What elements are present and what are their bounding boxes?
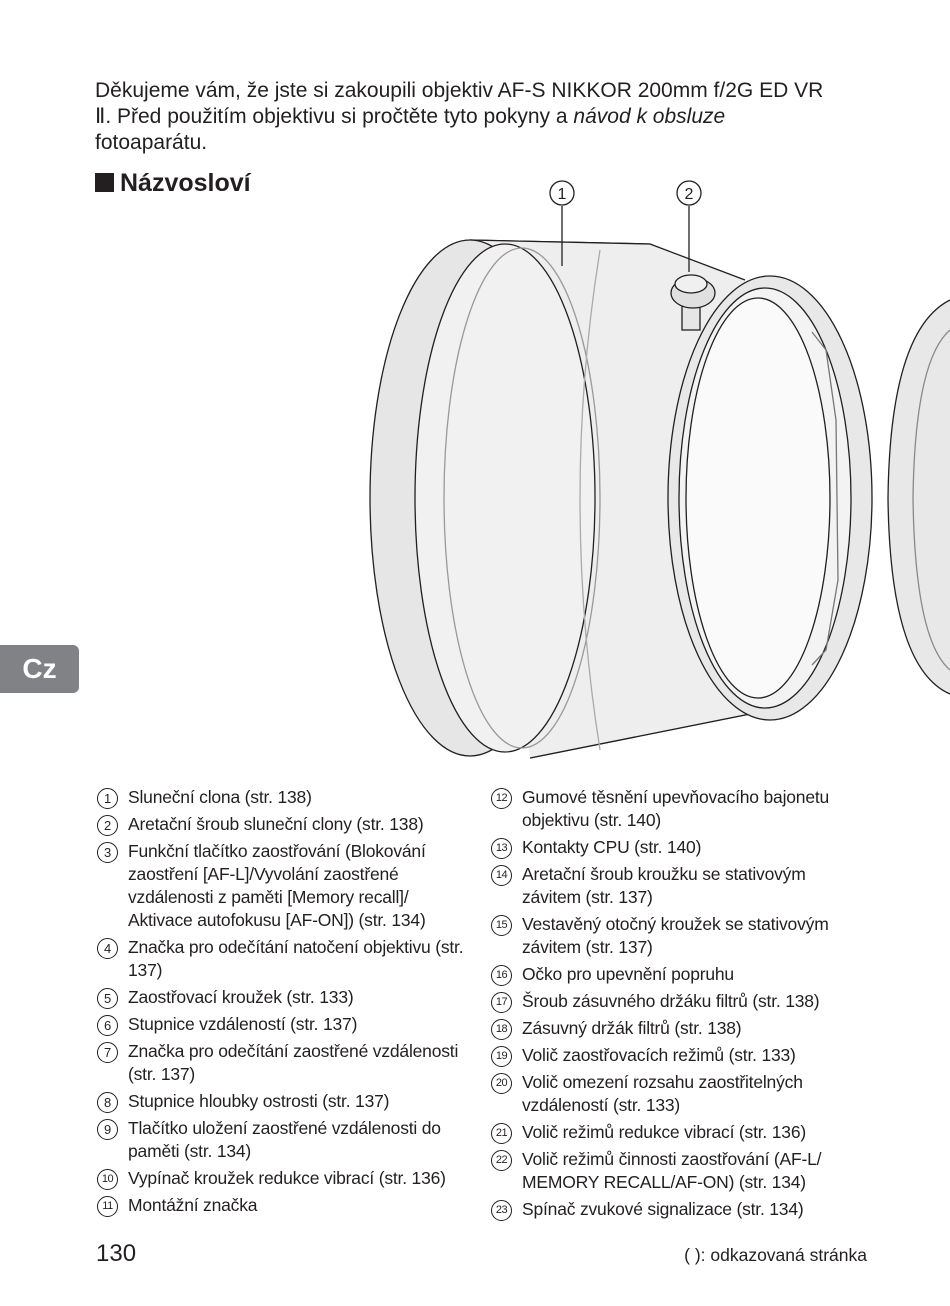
list-item (97, 1117, 467, 1163)
list-item (97, 786, 467, 809)
item-text: Aretační šroub sluneční clony (str. 138) (128, 814, 424, 834)
hood-rim-inner (415, 244, 595, 752)
list-item (491, 963, 851, 986)
item-text: Volič režimů činnosti zaostřování (AF-L/ MEMORY RECALL/AF-ON) (str. 134) (522, 1149, 822, 1192)
intro-tail: fotoaparátu. (95, 131, 208, 154)
item-text: Značka pro odečítání natočení objektivu (str. 137) (128, 937, 464, 980)
item-text: Stupnice hloubky ostrosti (str. 137) (128, 1091, 390, 1111)
item-text: Zaostřovací kroužek (str. 133) (128, 987, 354, 1007)
item-number: 16 (491, 965, 512, 986)
list-item (97, 1040, 467, 1086)
item-text: Volič omezení rozsahu zaostřitelných vzdáleností (str. 133) (522, 1072, 803, 1115)
item-text: Funkční tlačítko zaostřování (Blokování zaostření [AF-L]/Vyvolání zaostřené vzdálenosti z paměti [Memory recall]/ Aktivace autofokusu [AF-ON]) (str. 134) (128, 841, 426, 930)
item-text: Spínač zvukové signalizace (str. 134) (522, 1199, 804, 1219)
callout-1-label: 1 (557, 186, 567, 203)
reference-footnote: ( ): odkazovaná stránka (684, 1245, 867, 1265)
list-item (97, 1013, 467, 1036)
item-text: Volič režimů redukce vibrací (str. 136) (522, 1122, 806, 1142)
item-text: Volič zaostřovacích režimů (str. 133) (522, 1045, 796, 1065)
item-text: Očko pro upevnění popruhu (522, 964, 734, 984)
item-number: 2 (97, 815, 118, 836)
list-item (491, 1148, 851, 1194)
list-item (491, 786, 851, 832)
list-item (97, 1194, 467, 1217)
item-number: 5 (97, 988, 118, 1009)
item-number: 9 (97, 1119, 118, 1140)
item-text: Sluneční clona (str. 138) (128, 787, 312, 807)
list-item (491, 836, 851, 859)
item-number: 3 (97, 842, 118, 863)
item-number: 6 (97, 1015, 118, 1036)
item-number: 8 (97, 1092, 118, 1113)
list-item (97, 813, 467, 836)
list-item (97, 986, 467, 1009)
callout-2-label: 2 (684, 186, 694, 203)
list-item (97, 840, 467, 932)
item-text: Kontakty CPU (str. 140) (522, 837, 702, 857)
intro-emphasis: návod k obsluze (573, 105, 726, 128)
item-number: 7 (97, 1042, 118, 1063)
item-number: 4 (97, 938, 118, 959)
item-text: Vypínač kroužek redukce vibrací (str. 136) (128, 1168, 446, 1188)
list-item (491, 863, 851, 909)
item-number: 14 (491, 865, 512, 886)
next-hood-edge (888, 300, 950, 694)
item-text: Stupnice vzdáleností (str. 137) (128, 1014, 358, 1034)
bayonet-ring-inner (686, 298, 830, 698)
item-number: 22 (491, 1150, 512, 1171)
list-item (97, 1090, 467, 1113)
item-number: 15 (491, 915, 512, 936)
list-item (491, 1198, 851, 1221)
item-text: Vestavěný otočný kroužek se stativovým závitem (str. 137) (522, 914, 829, 957)
page-number: 130 (96, 1240, 137, 1267)
item-number: 10 (97, 1169, 118, 1190)
item-number: 13 (491, 838, 512, 859)
parts-list-left (97, 786, 467, 1221)
item-text: Montážní značka (128, 1195, 258, 1215)
list-item (491, 1044, 851, 1067)
list-item (491, 1121, 851, 1144)
item-number: 17 (491, 992, 512, 1013)
item-number: 23 (491, 1200, 512, 1221)
list-item (491, 1017, 851, 1040)
item-number: 20 (491, 1073, 512, 1094)
item-text: Značka pro odečítání zaostřené vzdálenosti (str. 137) (128, 1041, 459, 1084)
item-number: 19 (491, 1046, 512, 1067)
intro-text: Děkujeme vám, že jste si zakoupili objektiv AF-S NIKKOR 200mm f/2G ED VR Ⅱ. Před použitím objektivu si pročtěte tyto pokyny a (95, 79, 824, 128)
item-number: 21 (491, 1123, 512, 1144)
list-item (491, 1071, 851, 1117)
list-item (97, 936, 467, 982)
item-text: Šroub zásuvného držáku filtrů (str. 138) (522, 991, 820, 1011)
item-text: Gumové těsnění upevňovacího bajonetu objektivu (str. 140) (522, 787, 830, 830)
item-text: Zásuvný držák filtrů (str. 138) (522, 1018, 742, 1038)
item-number: 12 (491, 788, 512, 809)
list-item (97, 1167, 467, 1190)
item-number: 11 (97, 1196, 118, 1217)
section-heading-text: Názvosloví (120, 169, 251, 197)
parts-list-right (491, 786, 851, 1225)
item-text: Tlačítko uložení zaostřené vzdálenosti do paměti (str. 134) (128, 1118, 441, 1161)
language-tab-label: Cz (22, 653, 57, 684)
list-item (491, 913, 851, 959)
list-item (491, 990, 851, 1013)
item-text: Aretační šroub kroužku se stativovým závitem (str. 137) (522, 864, 806, 907)
item-number: 1 (97, 788, 118, 809)
item-number: 18 (491, 1019, 512, 1040)
